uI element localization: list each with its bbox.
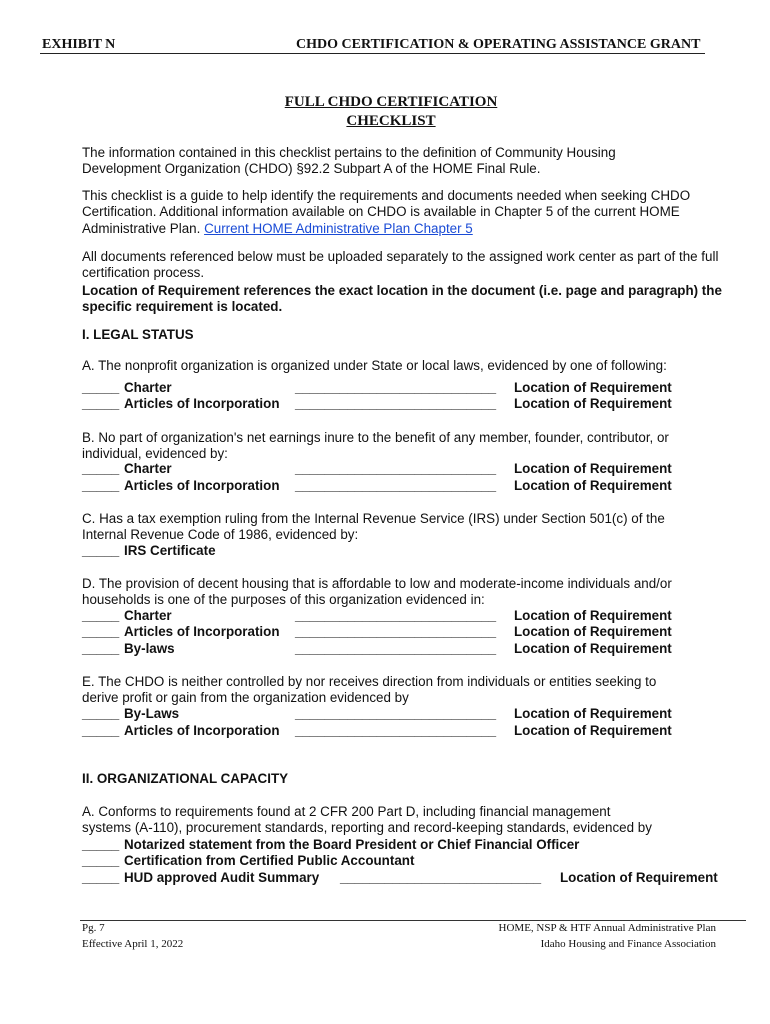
checklist-item[interactable]: _____ Articles of Incorporation ___________________________ Location of Requirement — [82, 624, 672, 639]
checklist-item[interactable]: _____ Charter ___________________________ Location of Requirement — [82, 380, 672, 395]
page-title: FULL CHDO CERTIFICATION — [284, 94, 498, 110]
intro-paragraph-2: This checklist is a guide to help identify the requirements and documents needed when seeking CHDO Certification. Additional information available on CHDO is available in Chapter 5 of the current HOME Administrative Plan. Current HOME Administrative Plan Chapter 5 — [82, 188, 691, 236]
checklist-item[interactable]: _____ Notarized statement from the Board President or Chief Financial Officer — [82, 837, 580, 852]
header-divider — [40, 53, 705, 54]
header-title: CHDO CERTIFICATION & OPERATING ASSISTANCE GRANT — [296, 37, 701, 52]
requirement-a-text: A. The nonprofit organization is organized under State or local laws, evidenced by one of following: — [82, 358, 667, 373]
checklist-item[interactable]: _____ Charter ___________________________ Location of Requirement — [82, 461, 672, 476]
checklist-item[interactable]: _____ Articles of Incorporation ___________________________ Location of Requirement — [82, 396, 672, 411]
exhibit-label: EXHIBIT N — [42, 37, 116, 52]
checklist-item[interactable]: _____ Certification from Certified Public Accountant — [82, 853, 415, 868]
admin-plan-chapter-link[interactable]: Current HOME Administrative Plan Chapter 5 — [204, 220, 473, 236]
requirement-c-text: C. Has a tax exemption ruling from the Internal Revenue Service (IRS) under Section 501(c) of the Internal Revenue Code of 1986, evidenced by: — [82, 511, 665, 543]
checklist-item[interactable]: _____ HUD approved Audit Summary ___________________________ Location of Requirement — [82, 870, 718, 885]
requirement-b-text: B. No part of organization's net earnings inure to the benefit of any member, founder, contributor, or individual, evidenced by: — [82, 430, 669, 462]
intro-paragraph-1: The information contained in this checklist pertains to the definition of Community Housing Development Organization (CHDO) §92.2 Subpart A of the HOME Final Rule. — [82, 145, 616, 177]
checklist-item[interactable]: _____ Articles of Incorporation ___________________________ Location of Requirement — [82, 723, 672, 738]
effective-date: Effective April 1, 2022 — [82, 938, 184, 950]
page-subtitle: CHECKLIST — [346, 113, 436, 129]
requirement-d-text: D. The provision of decent housing that is affordable to low and moderate-income individuals and/or households is one of the purposes of this organization evidenced in: — [82, 576, 672, 608]
plan-name: HOME, NSP & HTF Annual Administrative Plan — [498, 922, 716, 934]
footer-left — [82, 920, 183, 952]
checklist-item[interactable]: _____ By-Laws ___________________________ Location of Requirement — [82, 706, 672, 721]
checklist-item[interactable]: _____ Charter ___________________________ Location of Requirement — [82, 608, 672, 623]
checklist-item[interactable]: _____ By-laws ___________________________ Location of Requirement — [82, 641, 672, 656]
intro-paragraph-3: All documents referenced below must be uploaded separately to the assigned work center as part of the full certification process. — [82, 249, 719, 281]
checklist-item[interactable]: _____ Articles of Incorporation ___________________________ Location of Requirement — [82, 478, 672, 493]
organization-name: Idaho Housing and Finance Association — [540, 938, 716, 950]
requirement-e-text: E. The CHDO is neither controlled by nor receives direction from individuals or entities seeking to derive profit or gain from the organization evidenced by — [82, 674, 657, 706]
page-number: Pg. 7 — [82, 922, 105, 934]
checklist-item[interactable]: _____ IRS Certificate — [82, 543, 216, 558]
section-heading-organizational-capacity: II. ORGANIZATIONAL CAPACITY — [82, 771, 289, 786]
footer-right — [400, 920, 716, 952]
section-heading-legal-status: I. LEGAL STATUS — [82, 327, 194, 342]
intro-paragraph-4: Location of Requirement references the exact location in the document (i.e. page and paragraph) the specific requirement is located. — [82, 283, 722, 315]
requirement-ii-a-text: A. Conforms to requirements found at 2 CFR 200 Part D, including financial management systems (A-110), procurement standards, reporting and record-keeping standards, evidenced by — [82, 804, 652, 836]
